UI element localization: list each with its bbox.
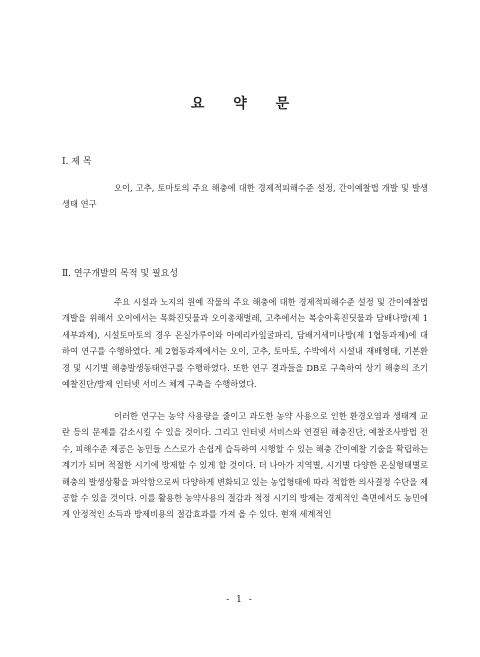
purpose-paragraph-1: 주요 시설과 노지의 원예 작물의 주요 해충에 대한 경제적피해수준 설정 및 간이예찰법 개발을 위해서 오이에서는 목화진딧물과 오이총채벌레, 고추에서는 복숭아혹진딧물과 담배나방(제 1세부과제), 시설토마토의 경우 온실가루이와 아메리카잎굴파리, 담배거세미나방(제 1협동과제)에 대하여 연구를 수행하였다. 제 2협동과제에서는 오이, 고추, 토마토, 수박에서 시설내 재배형태, 기본환경 및 시기별 해충발생동태연구를 수행하였다. 또한 연구 결과들을 DB로 구축하여 상기 해충의 조기 예찰진단/방제 인터넷 서비스 체계 구축을 수행하였다. xyxy=(62,297,428,390)
section-heading-title: Ⅰ. 제 목 xyxy=(62,157,92,167)
page-number: - 1 - xyxy=(226,595,254,605)
section-title-text: 오이, 고추, 토마토의 주요 해충에 대한 경제적피해수준 설정, 간이예찰법 개발 및 발생생태 연구 xyxy=(62,183,428,210)
document-title: 요 약 문 xyxy=(190,96,302,112)
section-heading-purpose: Ⅱ. 연구개발의 목적 및 필요성 xyxy=(62,269,179,279)
purpose-paragraph-2: 이러한 연구는 농약 사용량을 줄이고 과도한 농약 사용으로 인한 환경오염과 생태계 교란 등의 문제를 감소시킬 수 있을 것이다. 그리고 인터넷 서비스와 연결된 해충진단, 예찰조사방법 전수, 피해수준 제공은 농민들 스스로가 손쉽게 습득하여 시행할 수 있는 해충 간이예찰 기술을 확립하는 계기가 되며 적절한 시기에 방제할 수 있게 할 것이다. 더 나아가 지역별, 시기별 다양한 온실형태별로 해충의 발생상황을 파악함으로써 다양하게 변화되고 있는 농업형태에 따라 적합한 의사결정 수단을 제공할 수 있을 것이다. 이를 활용한 농약사용의 절감과 적정 시기의 방제는 경제적인 측면에서도 농민에게 안정적인 소득과 방제비용의 절감효과를 가져 올 수 있다. 현재 세계적인 xyxy=(62,411,428,520)
